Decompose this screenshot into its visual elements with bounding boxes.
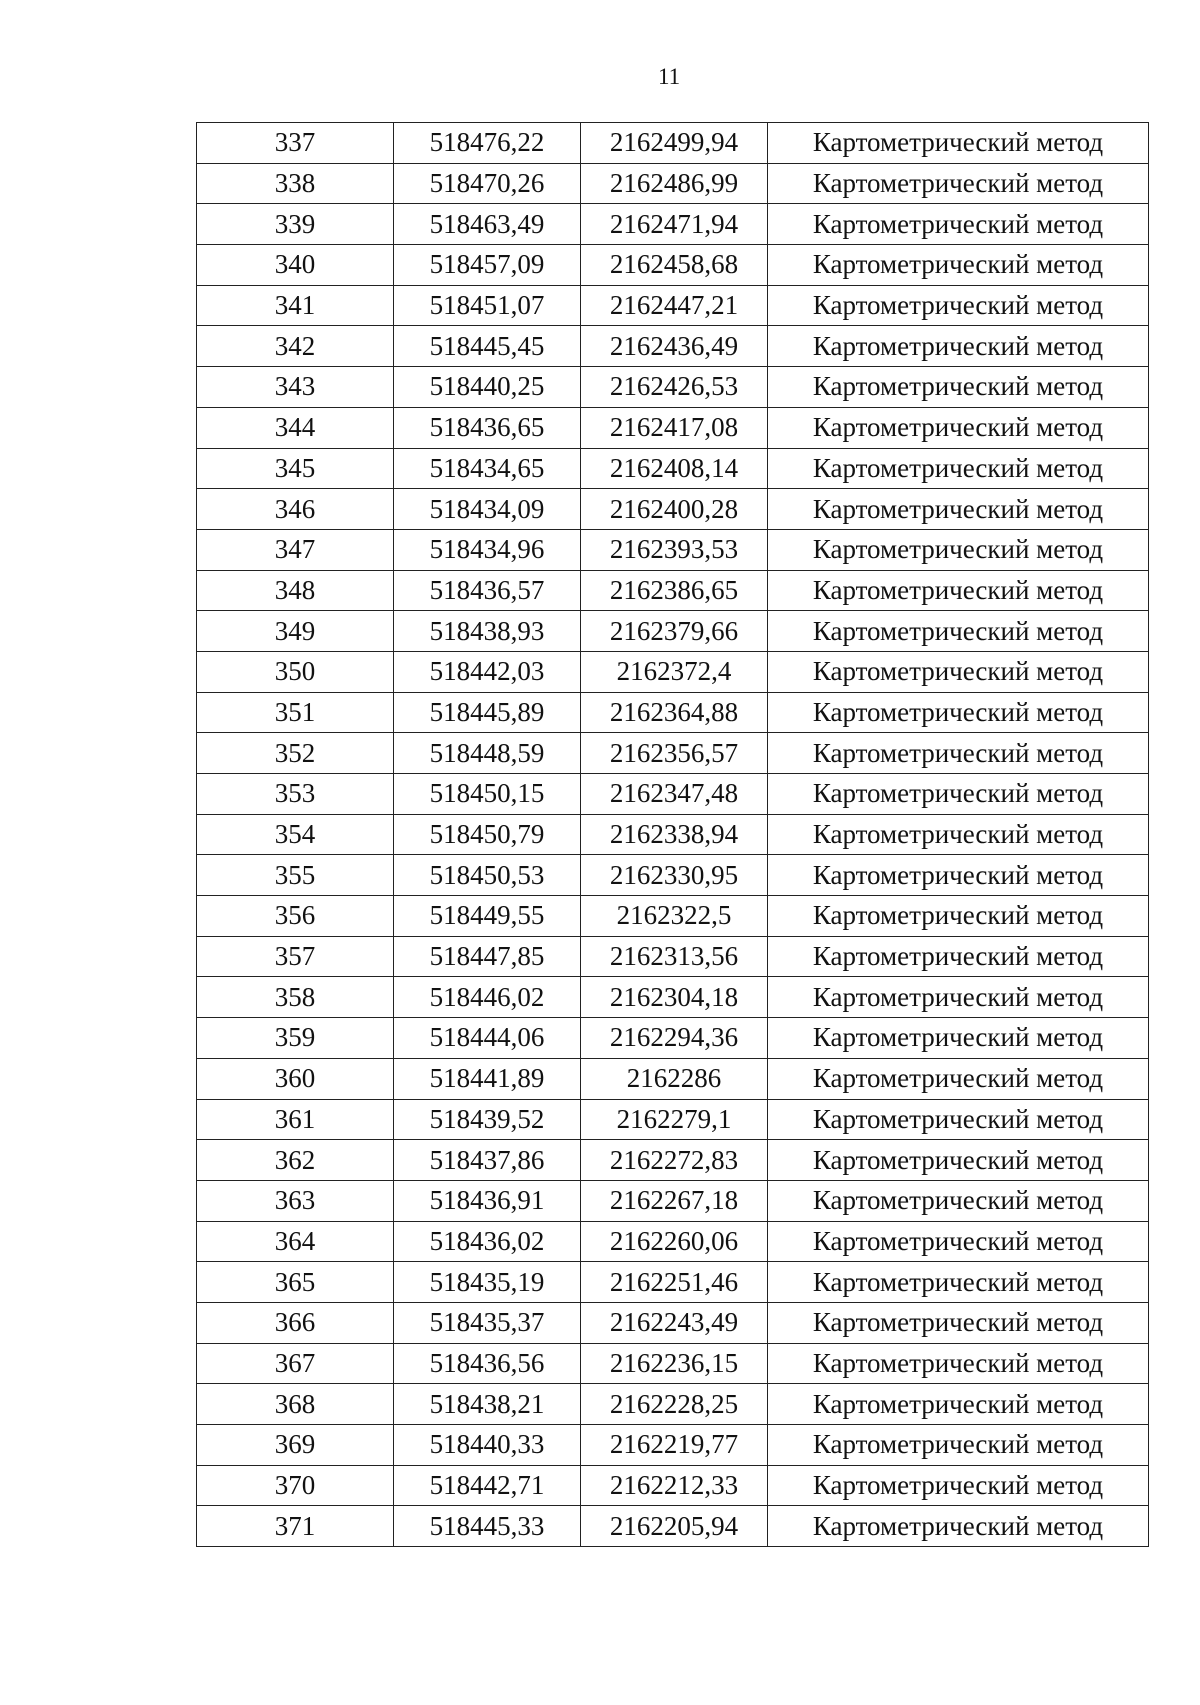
table-row (197, 611, 1149, 652)
y-coordinate-cell: 2162386,65 (581, 570, 768, 611)
table-row (197, 1465, 1149, 1506)
method-cell: Картометрический метод (768, 611, 1149, 652)
x-coordinate-cell: 518436,91 (394, 1180, 581, 1221)
point-number-cell: 367 (197, 1343, 394, 1384)
x-coordinate-cell: 518450,53 (394, 855, 581, 896)
method-cell: Картометрический метод (768, 163, 1149, 204)
table-row (197, 1018, 1149, 1059)
point-number-cell: 350 (197, 651, 394, 692)
y-coordinate-cell: 2162347,48 (581, 774, 768, 815)
y-coordinate-cell: 2162458,68 (581, 245, 768, 286)
point-number-cell: 354 (197, 814, 394, 855)
table-row (197, 123, 1149, 164)
y-coordinate-cell: 2162251,46 (581, 1262, 768, 1303)
point-number-cell: 351 (197, 692, 394, 733)
point-number-cell: 339 (197, 204, 394, 245)
y-coordinate-cell: 2162356,57 (581, 733, 768, 774)
y-coordinate-cell: 2162393,53 (581, 529, 768, 570)
method-cell: Картометрический метод (768, 407, 1149, 448)
y-coordinate-cell: 2162486,99 (581, 163, 768, 204)
table-row (197, 814, 1149, 855)
point-number-cell: 362 (197, 1140, 394, 1181)
method-cell: Картометрический метод (768, 570, 1149, 611)
table-row (197, 977, 1149, 1018)
method-cell: Картометрический метод (768, 1384, 1149, 1425)
page-number: 11 (658, 64, 681, 89)
point-number-cell: 366 (197, 1302, 394, 1343)
point-number-cell: 343 (197, 367, 394, 408)
method-cell: Картометрический метод (768, 855, 1149, 896)
point-number-cell: 347 (197, 529, 394, 570)
table-row (197, 1425, 1149, 1466)
x-coordinate-cell: 518445,45 (394, 326, 581, 367)
method-cell: Картометрический метод (768, 1302, 1149, 1343)
x-coordinate-cell: 518463,49 (394, 204, 581, 245)
method-cell: Картометрический метод (768, 814, 1149, 855)
method-cell: Картометрический метод (768, 529, 1149, 570)
x-coordinate-cell: 518442,71 (394, 1465, 581, 1506)
point-number-cell: 370 (197, 1465, 394, 1506)
y-coordinate-cell: 2162447,21 (581, 285, 768, 326)
method-cell: Картометрический метод (768, 1140, 1149, 1181)
table-row (197, 692, 1149, 733)
y-coordinate-cell: 2162379,66 (581, 611, 768, 652)
table-row (197, 1099, 1149, 1140)
table-row (197, 489, 1149, 530)
table-row (197, 774, 1149, 815)
y-coordinate-cell: 2162304,18 (581, 977, 768, 1018)
table-row (197, 936, 1149, 977)
point-number-cell: 344 (197, 407, 394, 448)
x-coordinate-cell: 518476,22 (394, 123, 581, 164)
x-coordinate-cell: 518437,86 (394, 1140, 581, 1181)
table-row (197, 1506, 1149, 1547)
x-coordinate-cell: 518438,93 (394, 611, 581, 652)
method-cell: Картометрический метод (768, 285, 1149, 326)
method-cell: Картометрический метод (768, 1343, 1149, 1384)
x-coordinate-cell: 518451,07 (394, 285, 581, 326)
method-cell: Картометрический метод (768, 448, 1149, 489)
table-row (197, 204, 1149, 245)
method-cell: Картометрический метод (768, 1180, 1149, 1221)
x-coordinate-cell: 518446,02 (394, 977, 581, 1018)
point-number-cell: 355 (197, 855, 394, 896)
table-row (197, 1384, 1149, 1425)
point-number-cell: 340 (197, 245, 394, 286)
method-cell: Картометрический метод (768, 1018, 1149, 1059)
table-row (197, 1140, 1149, 1181)
coordinates-table-body (197, 123, 1149, 1547)
y-coordinate-cell: 2162219,77 (581, 1425, 768, 1466)
y-coordinate-cell: 2162279,1 (581, 1099, 768, 1140)
x-coordinate-cell: 518435,37 (394, 1302, 581, 1343)
y-coordinate-cell: 2162228,25 (581, 1384, 768, 1425)
method-cell: Картометрический метод (768, 1058, 1149, 1099)
y-coordinate-cell: 2162243,49 (581, 1302, 768, 1343)
method-cell: Картометрический метод (768, 651, 1149, 692)
point-number-cell: 363 (197, 1180, 394, 1221)
y-coordinate-cell: 2162471,94 (581, 204, 768, 245)
y-coordinate-cell: 2162313,56 (581, 936, 768, 977)
table-row (197, 326, 1149, 367)
method-cell: Картометрический метод (768, 774, 1149, 815)
y-coordinate-cell: 2162364,88 (581, 692, 768, 733)
table-row (197, 651, 1149, 692)
y-coordinate-cell: 2162408,14 (581, 448, 768, 489)
coordinates-table (196, 122, 1149, 1547)
method-cell: Картометрический метод (768, 733, 1149, 774)
x-coordinate-cell: 518470,26 (394, 163, 581, 204)
table-row (197, 1221, 1149, 1262)
point-number-cell: 342 (197, 326, 394, 367)
x-coordinate-cell: 518434,96 (394, 529, 581, 570)
y-coordinate-cell: 2162212,33 (581, 1465, 768, 1506)
y-coordinate-cell: 2162205,94 (581, 1506, 768, 1547)
table-row (197, 1180, 1149, 1221)
y-coordinate-cell: 2162322,5 (581, 896, 768, 937)
x-coordinate-cell: 518442,03 (394, 651, 581, 692)
y-coordinate-cell: 2162400,28 (581, 489, 768, 530)
table-row (197, 529, 1149, 570)
table-row (197, 163, 1149, 204)
method-cell: Картометрический метод (768, 1099, 1149, 1140)
x-coordinate-cell: 518450,15 (394, 774, 581, 815)
method-cell: Картометрический метод (768, 1506, 1149, 1547)
x-coordinate-cell: 518450,79 (394, 814, 581, 855)
method-cell: Картометрический метод (768, 326, 1149, 367)
point-number-cell: 359 (197, 1018, 394, 1059)
table-row (197, 448, 1149, 489)
method-cell: Картометрический метод (768, 1221, 1149, 1262)
point-number-cell: 371 (197, 1506, 394, 1547)
point-number-cell: 368 (197, 1384, 394, 1425)
y-coordinate-cell: 2162330,95 (581, 855, 768, 896)
x-coordinate-cell: 518448,59 (394, 733, 581, 774)
method-cell: Картометрический метод (768, 1465, 1149, 1506)
y-coordinate-cell: 2162236,15 (581, 1343, 768, 1384)
y-coordinate-cell: 2162294,36 (581, 1018, 768, 1059)
method-cell: Картометрический метод (768, 692, 1149, 733)
table-row (197, 1262, 1149, 1303)
x-coordinate-cell: 518436,02 (394, 1221, 581, 1262)
method-cell: Картометрический метод (768, 489, 1149, 530)
table-row (197, 855, 1149, 896)
method-cell: Картометрический метод (768, 977, 1149, 1018)
y-coordinate-cell: 2162436,49 (581, 326, 768, 367)
method-cell: Картометрический метод (768, 1262, 1149, 1303)
point-number-cell: 353 (197, 774, 394, 815)
point-number-cell: 348 (197, 570, 394, 611)
point-number-cell: 357 (197, 936, 394, 977)
table-row (197, 1343, 1149, 1384)
table-row (197, 285, 1149, 326)
y-coordinate-cell: 2162260,06 (581, 1221, 768, 1262)
point-number-cell: 341 (197, 285, 394, 326)
point-number-cell: 337 (197, 123, 394, 164)
point-number-cell: 349 (197, 611, 394, 652)
y-coordinate-cell: 2162372,4 (581, 651, 768, 692)
table-row (197, 570, 1149, 611)
point-number-cell: 365 (197, 1262, 394, 1303)
y-coordinate-cell: 2162417,08 (581, 407, 768, 448)
x-coordinate-cell: 518440,33 (394, 1425, 581, 1466)
point-number-cell: 352 (197, 733, 394, 774)
x-coordinate-cell: 518445,33 (394, 1506, 581, 1547)
method-cell: Картометрический метод (768, 896, 1149, 937)
method-cell: Картометрический метод (768, 367, 1149, 408)
table-row (197, 1058, 1149, 1099)
y-coordinate-cell: 2162499,94 (581, 123, 768, 164)
x-coordinate-cell: 518438,21 (394, 1384, 581, 1425)
y-coordinate-cell: 2162267,18 (581, 1180, 768, 1221)
x-coordinate-cell: 518441,89 (394, 1058, 581, 1099)
x-coordinate-cell: 518447,85 (394, 936, 581, 977)
y-coordinate-cell: 2162272,83 (581, 1140, 768, 1181)
table-row (197, 733, 1149, 774)
point-number-cell: 360 (197, 1058, 394, 1099)
table-row (197, 407, 1149, 448)
point-number-cell: 364 (197, 1221, 394, 1262)
method-cell: Картометрический метод (768, 123, 1149, 164)
y-coordinate-cell: 2162338,94 (581, 814, 768, 855)
x-coordinate-cell: 518440,25 (394, 367, 581, 408)
method-cell: Картометрический метод (768, 1425, 1149, 1466)
method-cell: Картометрический метод (768, 936, 1149, 977)
table-row (197, 1302, 1149, 1343)
x-coordinate-cell: 518457,09 (394, 245, 581, 286)
x-coordinate-cell: 518436,65 (394, 407, 581, 448)
x-coordinate-cell: 518439,52 (394, 1099, 581, 1140)
point-number-cell: 345 (197, 448, 394, 489)
point-number-cell: 346 (197, 489, 394, 530)
table-row (197, 245, 1149, 286)
point-number-cell: 338 (197, 163, 394, 204)
x-coordinate-cell: 518434,09 (394, 489, 581, 530)
table-row (197, 896, 1149, 937)
x-coordinate-cell: 518434,65 (394, 448, 581, 489)
y-coordinate-cell: 2162426,53 (581, 367, 768, 408)
x-coordinate-cell: 518435,19 (394, 1262, 581, 1303)
x-coordinate-cell: 518436,56 (394, 1343, 581, 1384)
x-coordinate-cell: 518445,89 (394, 692, 581, 733)
method-cell: Картометрический метод (768, 245, 1149, 286)
point-number-cell: 361 (197, 1099, 394, 1140)
method-cell: Картометрический метод (768, 204, 1149, 245)
table-row (197, 367, 1149, 408)
point-number-cell: 369 (197, 1425, 394, 1466)
x-coordinate-cell: 518436,57 (394, 570, 581, 611)
point-number-cell: 356 (197, 896, 394, 937)
x-coordinate-cell: 518449,55 (394, 896, 581, 937)
x-coordinate-cell: 518444,06 (394, 1018, 581, 1059)
y-coordinate-cell: 2162286 (581, 1058, 768, 1099)
point-number-cell: 358 (197, 977, 394, 1018)
